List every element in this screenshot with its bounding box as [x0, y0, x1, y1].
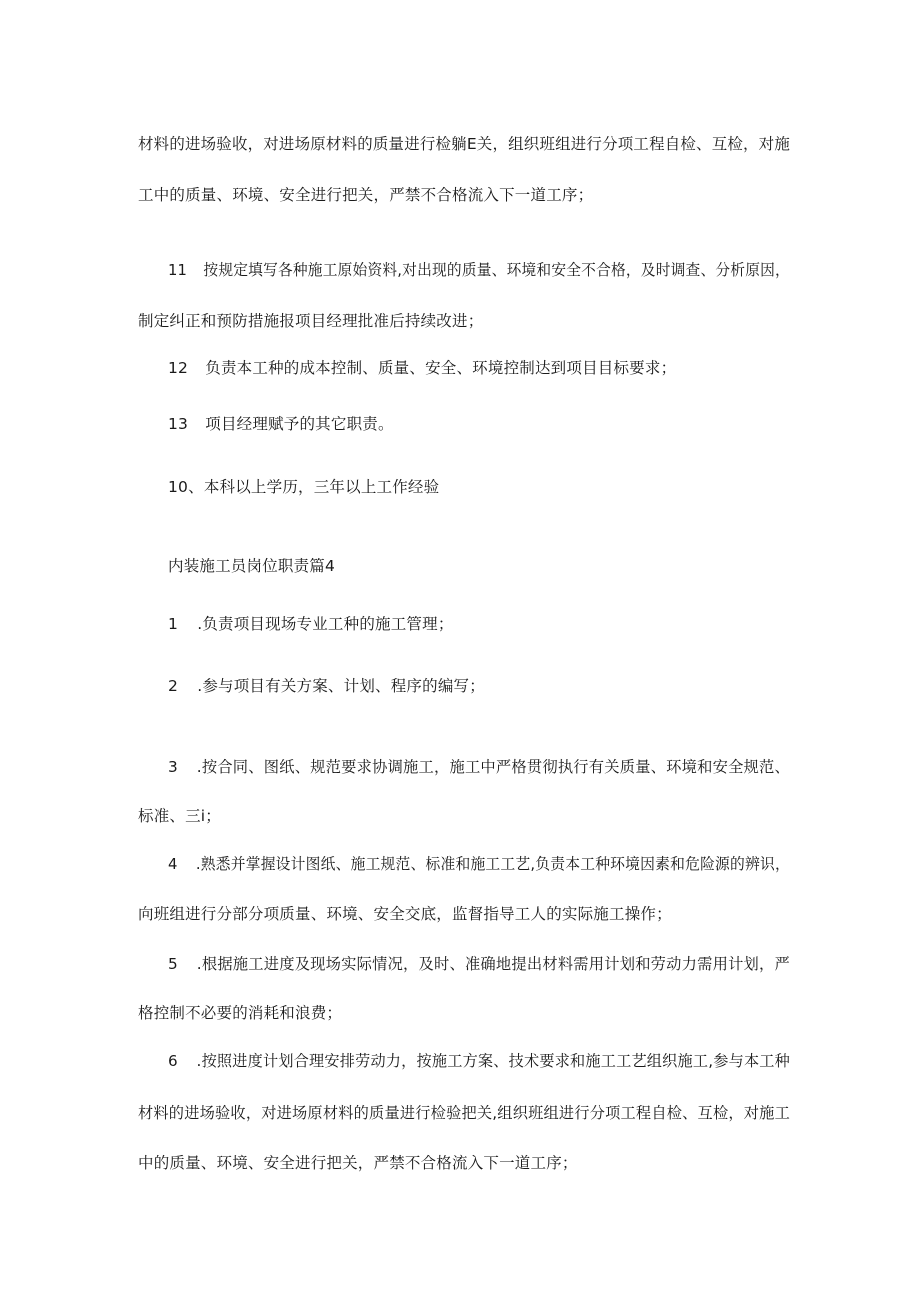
list-number: 13	[168, 415, 189, 433]
list-item-text: .负责项目现场专业工种的施工管理；	[197, 615, 454, 633]
list-number: 4	[168, 855, 178, 873]
list-item-5	[168, 954, 790, 974]
paragraph-line: 标准、三i；	[138, 807, 222, 825]
list-item-text: .参与项目有关方案、计划、程序的编写；	[197, 677, 485, 695]
list-item-1	[168, 614, 454, 634]
list-number: 6	[168, 1052, 178, 1070]
list-number: 2	[168, 677, 179, 695]
list-item-11	[168, 260, 790, 280]
paragraph-line: 向班组进行分部分项质量、环境、安全交底，监督指导工人的实际施工操作；	[138, 905, 672, 923]
list-number: 1	[168, 615, 179, 633]
list-item-2	[168, 676, 485, 696]
paragraph-line: 格控制不必要的消耗和浪费；	[138, 1004, 343, 1022]
list-item-3	[168, 757, 790, 777]
list-item-text: 按规定填写各种施工原始资料,对出现的质量、环境和安全不合格，及时调查、分析原因，	[203, 261, 790, 279]
list-item-text: .按照进度计划合理安排劳动力，按施工方案、技术要求和施工工艺组织施工,参与本工种	[196, 1052, 791, 1070]
paragraph-line: 中的质量、环境、安全进行把关，严禁不合格流入下一道工序；	[138, 1154, 578, 1172]
list-item-12	[168, 358, 676, 378]
paragraph-line: 工中的质量、环境、安全进行把关，严禁不合格流入下一道工序；	[138, 186, 594, 204]
paragraph-line: 制定纠正和预防措施报项目经理批准后持续改进；	[138, 312, 484, 330]
paragraph-line: 材料的进场验收，对进场原材料的质量进行检躺E关，组织班组进行分项工程自检、互检，对施	[138, 135, 791, 153]
list-item-text: .熟悉并掌握设计图纸、施工规范、标准和施工工艺,负责本工种环境因素和危险源的辨识，	[195, 855, 790, 873]
list-item-text: 项目经理赋予的其它职责。	[205, 415, 394, 433]
list-item-4	[168, 854, 790, 874]
list-item-6	[168, 1051, 790, 1071]
requirement-line: 10、本科以上学历，三年以上工作经验	[168, 478, 440, 496]
list-item-text: .按合同、图纸、规范要求协调施工，施工中严格贯彻执行有关质量、环境和安全规范、	[196, 758, 790, 776]
list-number: 5	[168, 955, 178, 973]
list-number: 12	[168, 359, 189, 377]
paragraph-line: 材料的进场验收，对进场原材料的质量进行检验把关,组织班组进行分项工程自检、互检，对施工	[138, 1104, 790, 1122]
list-item-13	[168, 414, 394, 434]
list-number: 3	[168, 758, 178, 776]
list-item-text: .根据施工进度及现场实际情况，及时、准确地提出材料需用计划和劳动力需用计划，严	[196, 955, 790, 973]
list-item-text: 负责本工种的成本控制、质量、安全、环境控制达到项目目标要求；	[205, 359, 677, 377]
list-number: 11	[168, 261, 188, 279]
section-heading: 内装施工员岗位职责篇4	[168, 557, 336, 575]
